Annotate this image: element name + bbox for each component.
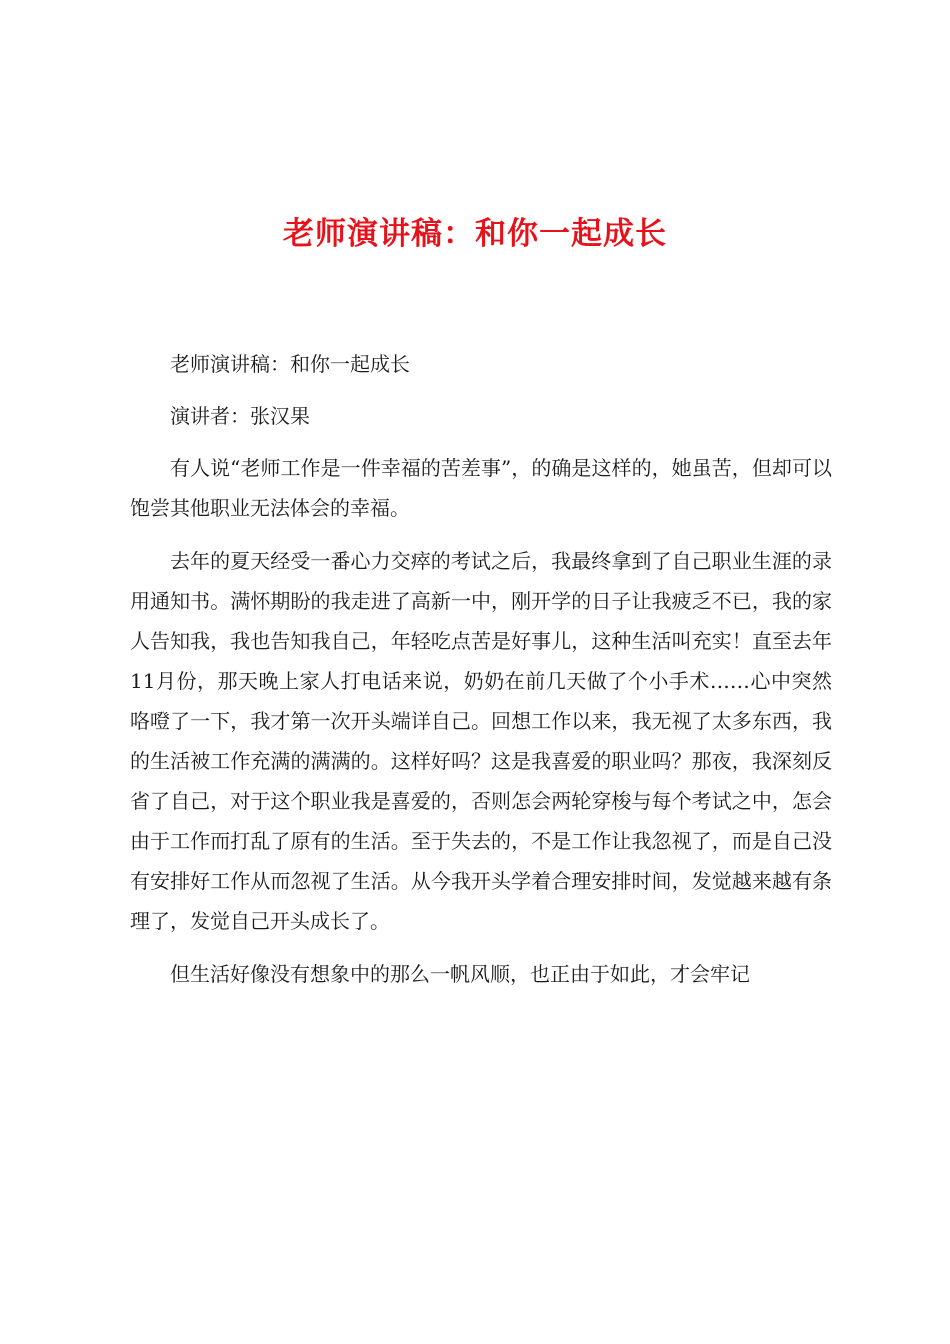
speaker-line: 演讲者：张汉果 — [170, 404, 310, 428]
subtitle-line: 老师演讲稿：和你一起成长 — [170, 352, 410, 376]
paragraph-2: 去年的夏天经受一番心力交瘁的考试之后，我最终拿到了自己职业生涯的录用通知书。满怀期盼的我走进了高新一中，刚开学的日子让我疲乏不已，我的家人告知我，我也告知我自己，年轻吃点苦是好事儿，这种生活叫充实！直至去年11月份，那天晚上家人打电话来说，奶奶在前几天做了个小手术……心中突然咯噔了一下，我才第一次开头端详自己。回想工作以来，我无视了太多东西，我的生活被工作充满的满满的。这样好吗？这是我喜爱的职业吗？那夜，我深刻反省了自己，对于这个职业我是喜爱的，否则怎会两轮穿梭与每个考试之中，怎会由于工作而打乱了原有的生活。至于失去的，不是工作让我忽视了，而是自己没有安排好工作从而忽视了生活。从今我开头学着合理安排时间，发觉越来越有条理了，发觉自己开头成长了。 — [130, 549, 832, 933]
document-body — [130, 344, 832, 1007]
document-title: 老师演讲稿：和你一起成长 — [283, 216, 667, 252]
paragraph-3: 但生活好像没有想象中的那么一帆风顺，也正由于如此，才会牢记 — [170, 962, 750, 986]
paragraph-1: 有人说“老师工作是一件幸福的苦差事”，的确是这样的，她虽苦，但却可以饱尝其他职业无法体会的幸福。 — [130, 456, 832, 520]
